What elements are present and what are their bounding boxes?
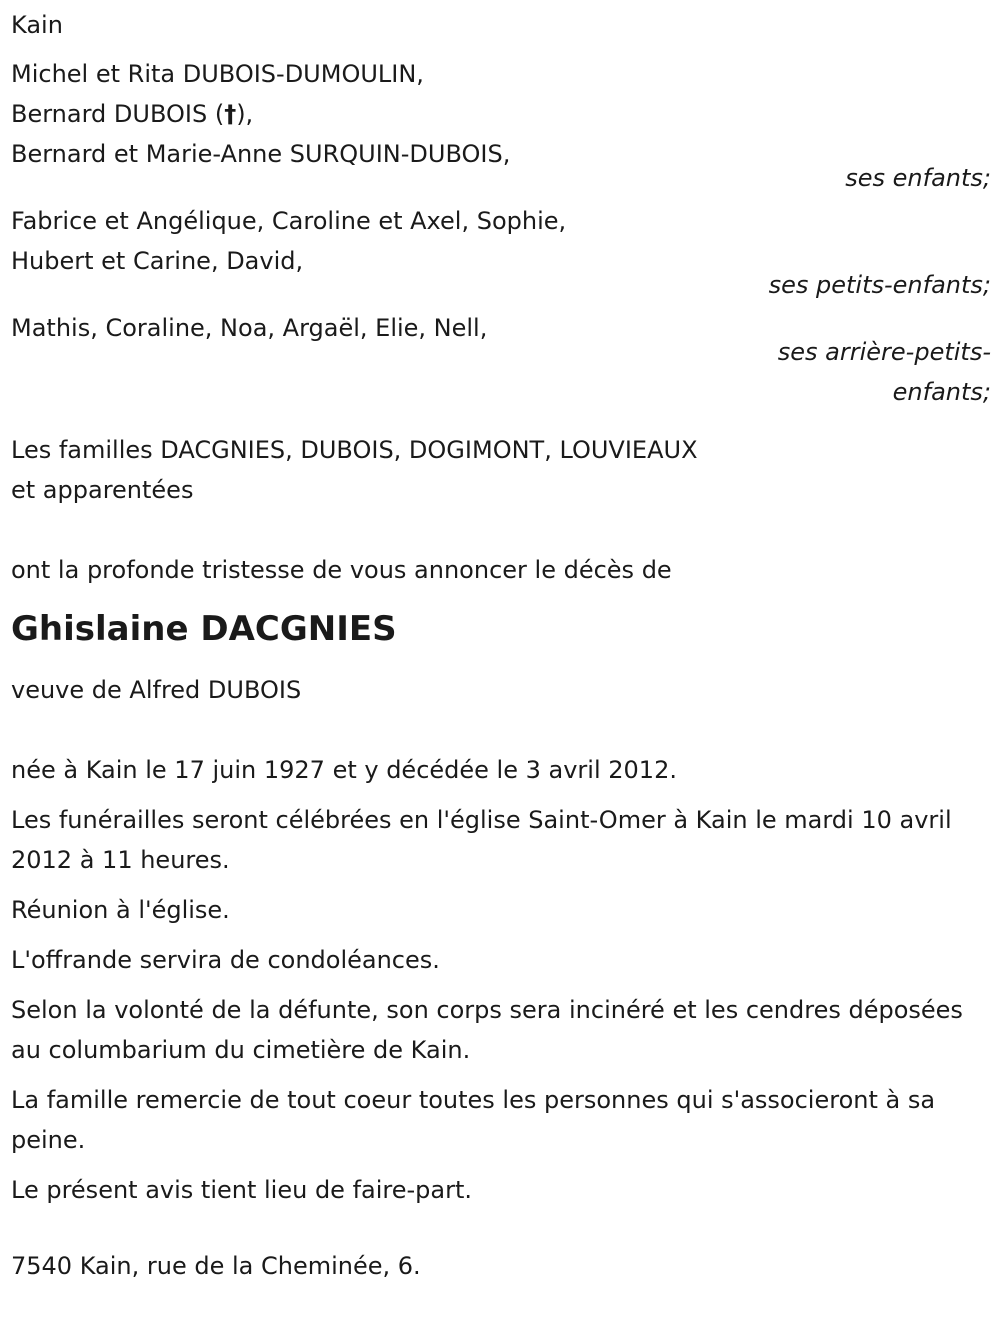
families-block <box>11 430 991 510</box>
obituary-notice <box>11 5 991 1286</box>
grandchild-line: Hubert et Carine, David, <box>11 247 304 275</box>
location-header: Kain <box>11 11 63 39</box>
cremation-note: Selon la volonté de la défunte, son corps sera incinéré et les cendres déposées au columbarium du cimetière de Kain. <box>11 996 963 1064</box>
great-grandchild-line: Mathis, Coraline, Noa, Argaël, Elie, Nell, <box>11 314 488 342</box>
great-grandchildren-block <box>11 308 991 412</box>
great-grandchildren-role: ses arrière-petits- <box>777 338 991 366</box>
child-line: Bernard et Marie-Anne SURQUIN-DUBOIS, <box>11 140 511 168</box>
child-line-suffix: ), <box>236 100 254 128</box>
grandchild-line: Fabrice et Angélique, Caroline et Axel, Sophie, <box>11 207 567 235</box>
great-grandchildren-role: enfants; <box>892 378 991 406</box>
children-role: ses enfants; <box>845 164 991 192</box>
child-line: Michel et Rita DUBOIS-DUMOULIN, <box>11 60 424 88</box>
deceased-name: Ghislaine DACGNIES <box>11 609 397 649</box>
cross-icon: † <box>224 100 237 128</box>
grandchildren-block <box>11 201 991 305</box>
announcement-text: ont la profonde tristesse de vous annoncer le décès de <box>11 556 672 584</box>
thanks-note: La famille remercie de tout coeur toutes les personnes qui s'associeront à sa peine. <box>11 1086 936 1154</box>
meeting-place: Réunion à l'église. <box>11 896 230 924</box>
families-line: et apparentées <box>11 476 194 504</box>
offering-note: L'offrande servira de condoléances. <box>11 946 440 974</box>
notice-note: Le présent avis tient lieu de faire-part. <box>11 1176 473 1204</box>
children-block <box>11 54 991 198</box>
grandchildren-role: ses petits-enfants; <box>768 271 991 299</box>
funeral-details: Les funérailles seront célébrées en l'église Saint-Omer à Kain le mardi 10 avril 2012 à 11 heures. <box>11 806 952 874</box>
child-line <box>11 94 991 134</box>
birth-death: née à Kain le 17 juin 1927 et y décédée le 3 avril 2012. <box>11 756 677 784</box>
address: 7540 Kain, rue de la Cheminée, 6. <box>11 1252 421 1280</box>
families-line: Les familles DACGNIES, DUBOIS, DOGIMONT, LOUVIEAUX <box>11 436 698 464</box>
widow-of: veuve de Alfred DUBOIS <box>11 676 302 704</box>
child-line-text: Bernard DUBOIS ( <box>11 100 225 128</box>
